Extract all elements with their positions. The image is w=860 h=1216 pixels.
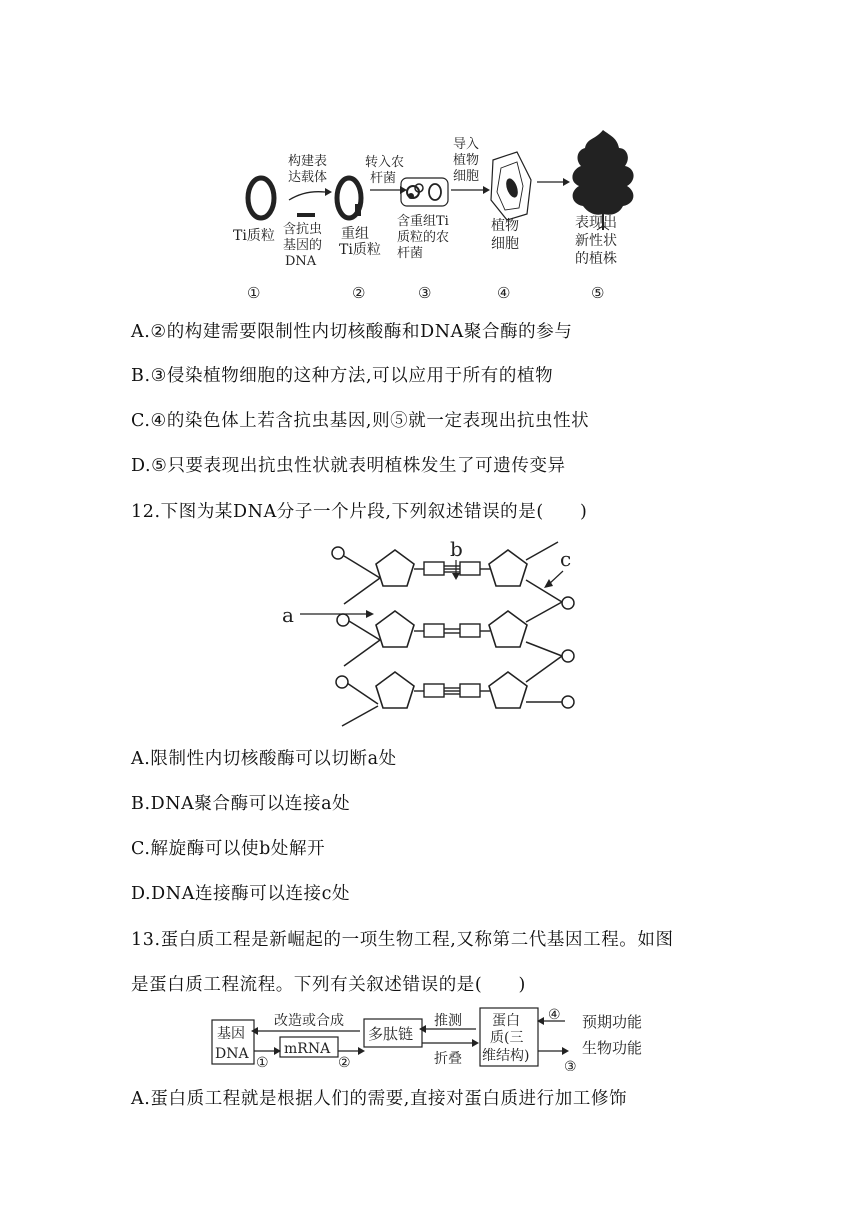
label-c: c <box>560 547 572 571</box>
label-a: a <box>282 603 294 627</box>
q12-option-b: B.DNA聚合酶可以连接a处 <box>131 794 351 814</box>
modify-label: 改造或合成 <box>274 1013 344 1029</box>
dna-fragment-figure <box>280 536 590 732</box>
step5-label-line1: 表现出 <box>575 215 617 231</box>
gene-label-line1: 基因 <box>217 1026 245 1042</box>
q12-option-c: C.解旋酶可以使b处解开 <box>131 839 326 859</box>
infer-label: 推测 <box>434 1013 462 1029</box>
flow-number-4: ④ <box>548 1007 561 1023</box>
arrow3-top-line1: 导入 <box>453 137 480 152</box>
arrow2-top-line2: 杆菌 <box>370 171 397 186</box>
step4-label-line2: 细胞 <box>491 236 519 252</box>
arrow3-top-line3: 细胞 <box>453 169 480 184</box>
step-number-3: ③ <box>418 284 432 302</box>
arrow1-bottom-line1: 含抗虫 <box>283 222 323 237</box>
label-b: b <box>450 537 463 561</box>
protein-engineering-flow <box>210 1005 680 1071</box>
gene-fragment-icon <box>297 213 315 217</box>
step4-label-line1: 植物 <box>491 218 519 234</box>
step-number-1: ① <box>247 284 261 302</box>
arrow1-bottom-line2: 基因的 <box>283 238 323 253</box>
arrow1-bottom-line3: DNA <box>285 254 317 269</box>
arrow2-top-line1: 转入农 <box>365 155 405 170</box>
gene-label-line2: DNA <box>215 1046 249 1062</box>
step2-label-line2: Ti质粒 <box>339 242 381 258</box>
step2-label-line1: 重组 <box>341 226 369 242</box>
q11-option-d: D.⑤只要表现出抗虫性状就表明植株发生了可遗传变异 <box>131 456 566 476</box>
q11-option-b: B.③侵染植物细胞的这种方法,可以应用于所有的植物 <box>131 366 554 386</box>
expected-function-label: 预期功能 <box>582 1013 643 1031</box>
arrow1-icon <box>289 192 325 200</box>
q12-stem: 12.下图为某DNA分子一个片段,下列叙述错误的是( ) <box>131 502 588 522</box>
step3-label-line1: 含重组Ti <box>397 214 449 229</box>
peptide-label: 多肽链 <box>368 1025 414 1043</box>
ti-plasmid-icon <box>248 178 274 218</box>
flow-number-2: ② <box>338 1055 351 1071</box>
q13-stem-line1: 13.蛋白质工程是新崛起的一项生物工程,又称第二代基因工程。如图 <box>131 930 674 950</box>
step5-label-line2: 新性状 <box>575 233 617 249</box>
fold-label: 折叠 <box>434 1051 462 1067</box>
bio-function-label: 生物功能 <box>582 1039 643 1057</box>
protein-label-line1: 蛋白 <box>492 1013 520 1029</box>
q11-option-c: C.④的染色体上若含抗虫基因,则⑤就一定表现出抗虫性状 <box>131 411 590 431</box>
step3-label-line2: 质粒的农 <box>397 230 450 245</box>
q12-option-a: A.限制性内切核酸酶可以切断a处 <box>131 749 397 769</box>
flow-number-3: ③ <box>564 1059 577 1071</box>
q11-option-a: A.②的构建需要限制性内切核酸酶和DNA聚合酶的参与 <box>131 322 573 342</box>
step-number-2: ② <box>352 284 366 302</box>
arrow1-top-line2: 达载体 <box>288 170 328 185</box>
step-number-5: ⑤ <box>591 284 605 302</box>
step5-label-line3: 的植株 <box>575 251 617 267</box>
arrow3-top-line2: 植物 <box>453 153 480 168</box>
q12-option-d: D.DNA连接酶可以连接c处 <box>131 884 351 904</box>
protein-label-line2: 质(三 <box>490 1030 524 1046</box>
mrna-label: mRNA <box>284 1041 331 1057</box>
q13-stem-line2: 是蛋白质工程流程。下列有关叙述错误的是( ) <box>131 975 526 995</box>
step1-label: Ti质粒 <box>233 228 275 244</box>
arrow1-top-line1: 构建表 <box>288 154 328 169</box>
protein-label-line3: 维结构) <box>482 1048 530 1064</box>
step3-label-line3: 杆菌 <box>397 246 424 261</box>
step-number-4: ④ <box>497 284 511 302</box>
q13-option-a: A.蛋白质工程就是根据人们的需要,直接对蛋白质进行加工修饰 <box>131 1089 628 1109</box>
transformation-flow-figure <box>225 130 665 305</box>
flow-number-1: ① <box>256 1055 269 1071</box>
